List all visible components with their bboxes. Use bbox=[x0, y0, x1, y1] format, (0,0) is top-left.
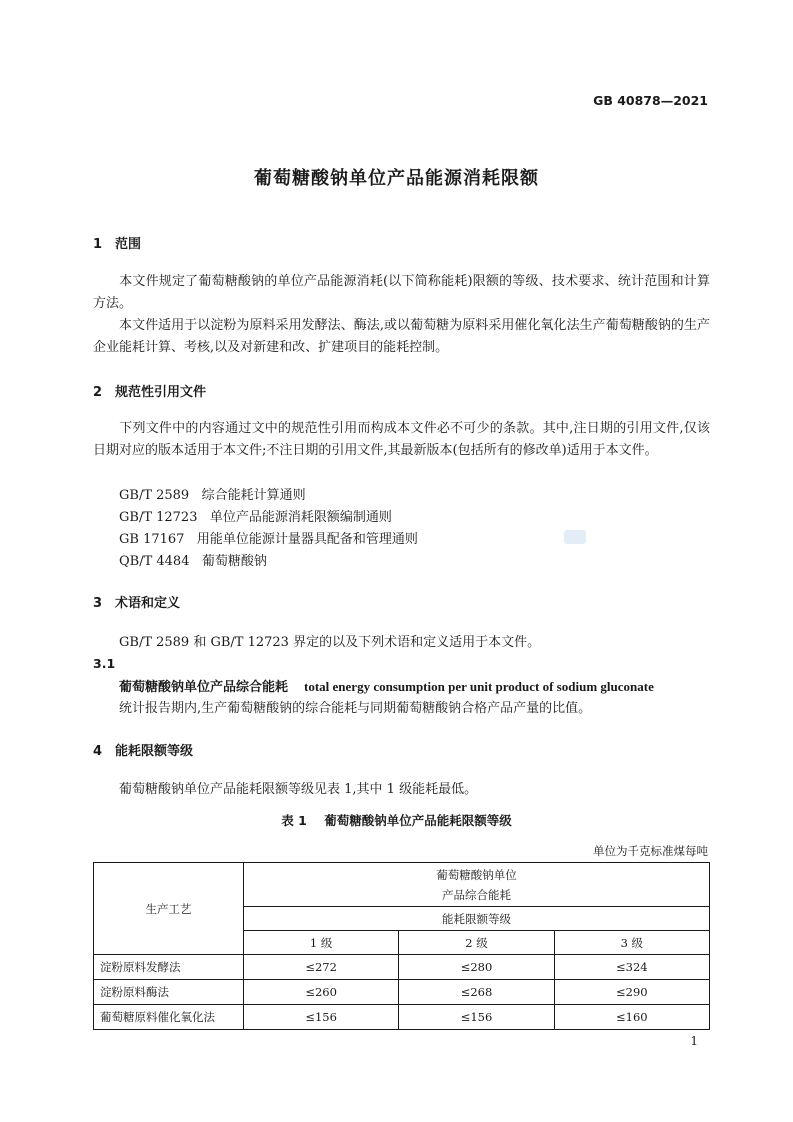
section-2-heading bbox=[93, 381, 206, 400]
value-cell: ≤156 bbox=[399, 1005, 554, 1030]
section-3-heading bbox=[93, 592, 180, 611]
value-cell: ≤156 bbox=[244, 1005, 399, 1030]
section-2-paragraph-1 bbox=[93, 418, 710, 462]
paragraph-text: 下列文件中的内容通过文中的规范性引用而构成本文件必不可少的条款。其中,注日期的引用文件,仅该日期对应的版本适用于本文件;不注日期的引用文件,其最新版本(包括所有的修改单)适用于本文件。 bbox=[93, 421, 710, 458]
section-1-heading bbox=[93, 233, 141, 252]
section-3-intro: GB/T 2589 和 GB/T 12723 界定的以及下列术语和定义适用于本文件。 bbox=[119, 635, 541, 650]
header-metric bbox=[244, 863, 710, 907]
section-title: 术语和定义 bbox=[115, 596, 181, 611]
value-cell: ≤324 bbox=[554, 955, 709, 980]
table-row bbox=[94, 955, 710, 980]
reference-code: GB/T 2589 bbox=[119, 488, 190, 503]
watermark-logo bbox=[564, 530, 586, 544]
header-process: 生产工艺 bbox=[94, 863, 244, 955]
header-grade-3: 3 级 bbox=[554, 931, 709, 955]
section-title: 范围 bbox=[115, 237, 142, 252]
term-definition: 统计报告期内,生产葡萄糖酸钠的综合能耗与同期葡萄糖酸钠合格产品产量的比值。 bbox=[119, 701, 592, 716]
reference-item bbox=[119, 550, 267, 569]
section-4-paragraph: 葡萄糖酸钠单位产品能耗限额等级见表 1,其中 1 级能耗最低。 bbox=[119, 782, 478, 797]
section-number: 1 bbox=[93, 237, 103, 252]
paragraph-text: 本文件规定了葡萄糖酸钠的单位产品能源消耗(以下简称能耗)限额的等级、技术要求、统计范围和计算方法。 bbox=[93, 274, 710, 311]
table-caption: 表 1 葡萄糖酸钠单位产品能耗限额等级 bbox=[281, 813, 512, 828]
page-number: 1 bbox=[690, 1034, 698, 1048]
section-1-paragraph-1 bbox=[93, 271, 710, 315]
process-cell: 淀粉原料酶法 bbox=[94, 980, 244, 1005]
section-number: 3 bbox=[93, 596, 103, 611]
term-chinese: 葡萄糖酸钠单位产品综合能耗 bbox=[119, 680, 289, 695]
section-number: 2 bbox=[93, 385, 103, 400]
header-metric-line-1: 葡萄糖酸钠单位 bbox=[436, 867, 517, 882]
process-cell: 淀粉原料发酵法 bbox=[94, 955, 244, 980]
section-4-heading bbox=[93, 740, 193, 759]
term-entry bbox=[119, 676, 654, 695]
value-cell: ≤160 bbox=[554, 1005, 709, 1030]
reference-name: 葡萄糖酸钠 bbox=[201, 554, 267, 569]
header-grade-1: 1 级 bbox=[244, 931, 399, 955]
term-number: 3.1 bbox=[93, 656, 116, 671]
table-unit: 单位为千克标准煤每吨 bbox=[593, 844, 708, 858]
value-cell: ≤268 bbox=[399, 980, 554, 1005]
reference-code: QB/T 4484 bbox=[119, 554, 190, 569]
section-title: 规范性引用文件 bbox=[115, 385, 207, 400]
section-title: 能耗限额等级 bbox=[115, 744, 194, 759]
term-english: total energy consumption per unit product of sodium gluconate bbox=[304, 679, 654, 694]
document-title: 葡萄糖酸钠单位产品能源消耗限额 bbox=[254, 168, 539, 189]
header-metric-line-2: 产品综合能耗 bbox=[442, 887, 511, 902]
table-row bbox=[94, 980, 710, 1005]
reference-name: 用能单位能源计量器具配备和管理通则 bbox=[196, 532, 418, 547]
paragraph-text: 本文件适用于以淀粉为原料采用发酵法、酶法,或以葡萄糖为原料采用催化氧化法生产葡萄糖酸钠的生产企业能耗计算、考核,以及对新建和改、扩建项目的能耗控制。 bbox=[93, 318, 710, 355]
value-cell: ≤260 bbox=[244, 980, 399, 1005]
section-1-paragraph-2 bbox=[93, 315, 710, 359]
value-cell: ≤272 bbox=[244, 955, 399, 980]
process-cell: 葡萄糖原料催化氧化法 bbox=[94, 1005, 244, 1030]
reference-item bbox=[119, 484, 306, 503]
reference-item bbox=[119, 506, 392, 525]
reference-name: 综合能耗计算通则 bbox=[201, 488, 306, 503]
reference-item bbox=[119, 528, 418, 547]
reference-code: GB 17167 bbox=[119, 532, 185, 547]
reference-name: 单位产品能源消耗限额编制通则 bbox=[209, 510, 392, 525]
value-cell: ≤290 bbox=[554, 980, 709, 1005]
value-cell: ≤280 bbox=[399, 955, 554, 980]
standard-code: GB 40878—2021 bbox=[593, 93, 708, 108]
header-grade-2: 2 级 bbox=[399, 931, 554, 955]
header-grade-group: 能耗限额等级 bbox=[244, 907, 710, 931]
section-number: 4 bbox=[93, 744, 103, 759]
energy-limit-table bbox=[93, 862, 710, 1030]
table-row bbox=[94, 1005, 710, 1030]
reference-code: GB/T 12723 bbox=[119, 510, 198, 525]
